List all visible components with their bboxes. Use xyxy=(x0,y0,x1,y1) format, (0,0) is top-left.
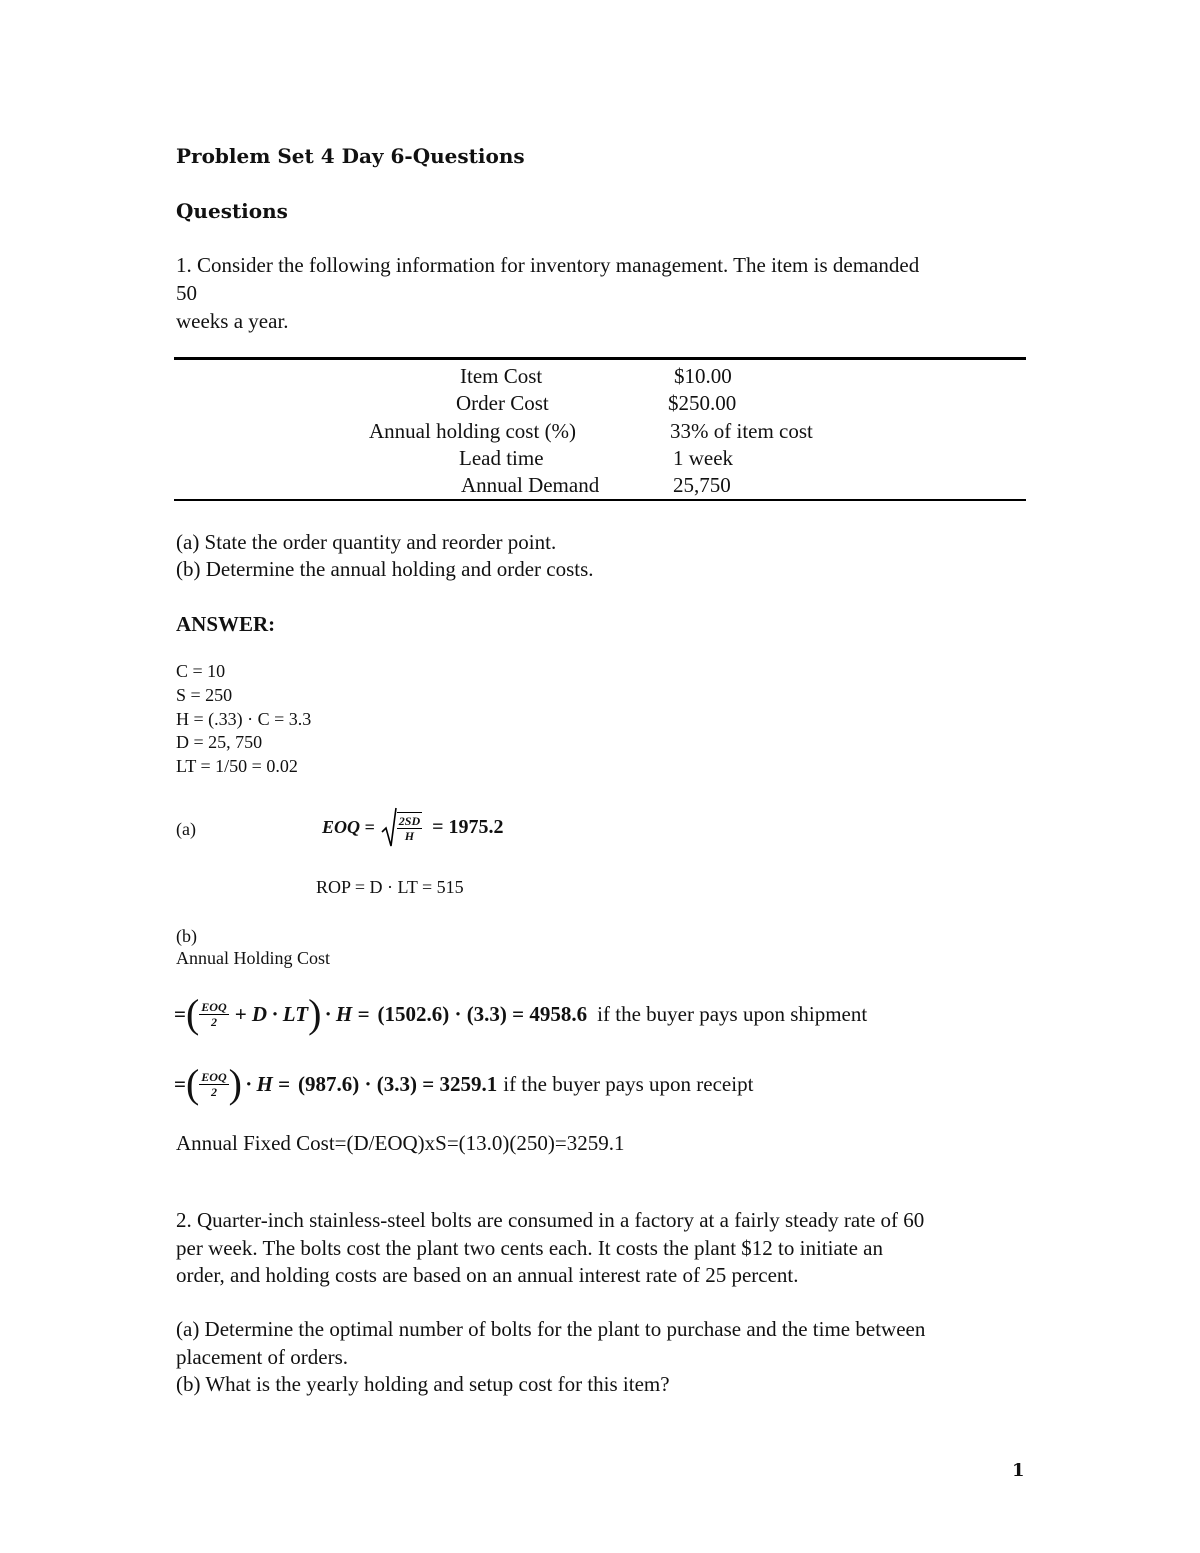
table-label: Order Cost xyxy=(456,391,549,415)
q1-part-a: (a) State the order quantity and reorder point. xyxy=(176,530,557,554)
given-d: D = 25, 750 xyxy=(176,732,263,752)
given-c: C = 10 xyxy=(176,661,226,681)
table-value: 33% of item cost xyxy=(670,419,813,443)
holding-cost-receipt-equation xyxy=(174,1061,754,1106)
eoq-fraction xyxy=(397,812,422,843)
close-paren: ) xyxy=(228,1061,242,1106)
open-paren: ( xyxy=(185,1061,200,1106)
q2-part-b: (b) What is the yearly holding and setup cost for this item? xyxy=(176,1372,670,1396)
eoq-over-2-fraction xyxy=(199,1070,228,1099)
answer-b-label: (b) xyxy=(176,926,197,946)
q2-line3: order, and holding costs are based on an annual interest rate of 25 percent. xyxy=(176,1263,799,1287)
eoq-numerator: 2SD xyxy=(398,813,421,828)
q2-line2: per week. The bolts cost the plant two cents each. It costs the plant $12 to initiate an xyxy=(176,1236,884,1260)
given-h: H = (.33) · C = 3.3 xyxy=(176,709,312,729)
table-value: 1 week xyxy=(673,446,734,470)
plus-d-lt: + D · LT xyxy=(234,1001,309,1026)
close-paren: ) xyxy=(308,991,322,1036)
table-value: $10.00 xyxy=(674,364,732,388)
annual-fixed-cost: Annual Fixed Cost=(D/EOQ)xS=(13.0)(250)=3259.1 xyxy=(176,1131,625,1155)
holding-cost-label: Annual Holding Cost xyxy=(176,948,331,968)
rop-line: ROP = D · LT = 515 xyxy=(316,877,464,897)
table-label: Annual Demand xyxy=(461,473,600,497)
given-lt: LT = 1/50 = 0.02 xyxy=(176,756,298,776)
q1-intro-line2: 50 xyxy=(176,281,197,305)
q2-line1: 2. Quarter-inch stainless-steel bolts are consumed in a factory at a fairly steady rate of 60 xyxy=(176,1208,925,1232)
open-paren: ( xyxy=(185,991,200,1036)
holding-cost-shipment-equation xyxy=(174,991,868,1036)
fraction-numerator: EOQ xyxy=(201,999,227,1014)
table-label: Item Cost xyxy=(460,364,543,388)
table-value: $250.00 xyxy=(668,391,737,415)
page-number: 1 xyxy=(1012,1460,1025,1481)
q2-part-a-line2: placement of orders. xyxy=(176,1345,349,1369)
equals-sign: = xyxy=(174,1001,186,1026)
receipt-calculation: (987.6) · (3.3) = 3259.1 xyxy=(298,1071,498,1096)
q1-part-b: (b) Determine the annual holding and order costs. xyxy=(176,557,594,581)
section-heading: Questions xyxy=(176,199,288,223)
times-h: · H = xyxy=(325,1001,370,1026)
fraction-denominator: 2 xyxy=(210,1014,217,1029)
table-top-rule xyxy=(174,357,1026,360)
given-s: S = 250 xyxy=(176,685,233,705)
fraction-numerator: EOQ xyxy=(201,1069,227,1084)
q1-intro-line3: weeks a year. xyxy=(176,309,289,333)
receipt-note: if the buyer pays upon receipt xyxy=(503,1071,754,1096)
fraction-denominator: 2 xyxy=(210,1084,217,1099)
eoq-lhs: EOQ = xyxy=(322,816,375,837)
shipment-note: if the buyer pays upon shipment xyxy=(597,1001,868,1026)
eoq-over-2-fraction xyxy=(199,1000,228,1029)
q2-part-a-line1: (a) Determine the optimal number of bolts for the plant to purchase and the time between xyxy=(176,1317,926,1341)
table-value: 25,750 xyxy=(673,473,731,497)
shipment-calculation: (1502.6) · (3.3) = 4958.6 xyxy=(377,1001,588,1026)
answer-a-label: (a) xyxy=(176,819,196,839)
table-label: Annual holding cost (%) xyxy=(369,419,577,443)
table-bottom-rule xyxy=(174,499,1026,501)
eoq-formula xyxy=(322,806,504,848)
eoq-denominator: H xyxy=(404,828,415,843)
equals-sign: = xyxy=(174,1071,186,1096)
answer-heading: ANSWER: xyxy=(176,612,276,636)
q1-intro-line1: 1. Consider the following information for inventory management. The item is demanded xyxy=(176,253,920,277)
table-label: Lead time xyxy=(459,446,544,470)
sqrt-icon xyxy=(381,806,397,848)
eoq-result: = 1975.2 xyxy=(432,815,504,838)
times-h: · H = xyxy=(245,1071,291,1096)
page-title: Problem Set 4 Day 6-Questions xyxy=(176,144,525,168)
